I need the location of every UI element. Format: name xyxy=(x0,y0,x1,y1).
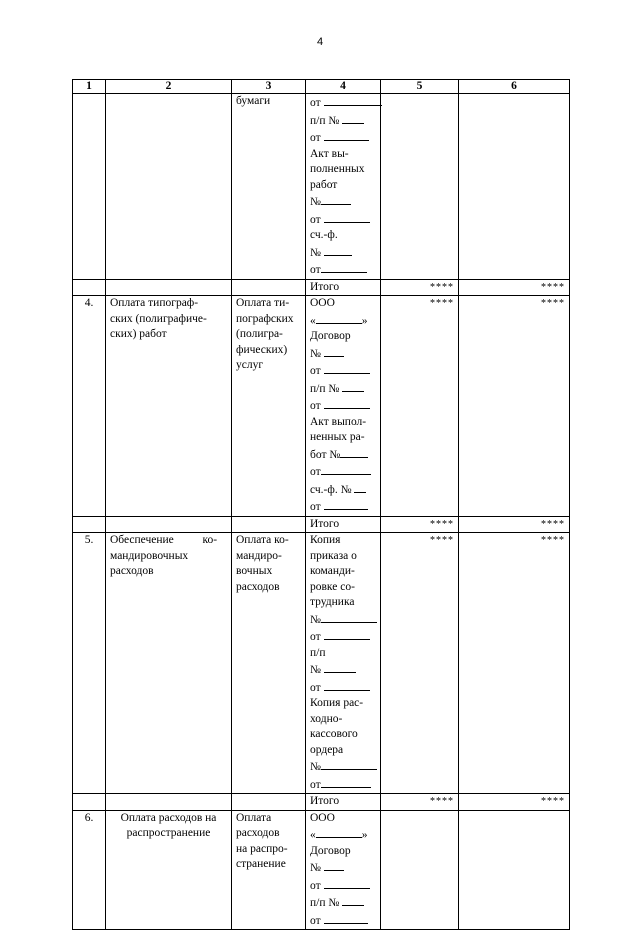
cell-empty xyxy=(106,279,232,296)
document-text: № xyxy=(310,196,321,208)
fill-in-blank xyxy=(342,380,364,392)
amount-col5 xyxy=(381,94,459,280)
document-text: Договор xyxy=(310,330,351,342)
fill-in-blank xyxy=(340,446,368,458)
expense-item-name xyxy=(106,296,232,517)
document-line xyxy=(310,312,376,330)
document-line xyxy=(310,162,376,178)
document-line xyxy=(310,894,376,912)
cell-empty xyxy=(232,516,306,533)
text-line: Оплата xyxy=(236,811,272,824)
total-amount-col6: **** xyxy=(459,279,570,296)
supporting-documents xyxy=(306,810,381,930)
document-text: кассового xyxy=(310,728,358,740)
expense-kind xyxy=(232,810,306,930)
text-line: ских (полиграфиче- xyxy=(110,312,207,325)
document-line xyxy=(310,595,376,611)
document-text: ООО xyxy=(310,811,335,824)
document-text: « xyxy=(310,829,316,841)
expense-item-name xyxy=(106,533,232,794)
total-amount-col6: **** xyxy=(459,516,570,533)
document-line xyxy=(310,912,376,930)
document-line xyxy=(310,415,376,431)
document-text: полненных xyxy=(310,163,365,175)
document-text: от xyxy=(310,879,324,892)
text-line: мандиро- xyxy=(236,549,282,562)
document-line xyxy=(310,549,376,565)
fill-in-blank xyxy=(321,776,371,788)
document-text: Акт выпол- xyxy=(310,415,367,428)
document-line xyxy=(310,244,376,262)
document-line xyxy=(310,498,376,516)
text-line: странение xyxy=(236,858,286,870)
document-text: № xyxy=(310,862,324,874)
fill-in-blank xyxy=(324,397,370,409)
document-text: от xyxy=(310,466,321,478)
document-line xyxy=(310,481,376,499)
text-line: фических) xyxy=(236,343,288,356)
document-line xyxy=(310,193,376,211)
fill-in-blank xyxy=(324,244,352,256)
document-text: п/п xyxy=(310,646,326,659)
document-line xyxy=(310,296,376,312)
column-header: 5 xyxy=(381,80,459,94)
fill-in-blank xyxy=(324,498,368,510)
document-text: от xyxy=(310,213,324,226)
document-line xyxy=(310,679,376,697)
document-line xyxy=(310,696,376,712)
document-line xyxy=(310,758,376,776)
document-text: сч.-ф. xyxy=(310,229,338,241)
text-line: Оплата типограф- xyxy=(110,297,199,309)
document-line xyxy=(310,211,376,229)
text-line: распространение xyxy=(126,827,211,839)
fill-in-blank xyxy=(324,129,369,141)
document-text: № xyxy=(310,761,321,773)
document-line xyxy=(310,743,376,759)
document-line xyxy=(310,776,376,794)
document-line xyxy=(310,712,376,728)
fill-in-blank xyxy=(324,362,370,374)
document-text: ходно- xyxy=(310,712,343,725)
fill-in-blank xyxy=(321,463,371,475)
text-line: бумаги xyxy=(236,95,271,107)
document-line xyxy=(310,611,376,629)
cell-empty xyxy=(73,794,106,811)
document-line xyxy=(310,380,376,398)
document-text: Копия рас- xyxy=(310,697,364,709)
document-text: от xyxy=(310,264,321,276)
document-text: п/п № xyxy=(310,382,343,395)
fill-in-blank xyxy=(324,912,368,924)
document-line xyxy=(310,94,376,112)
amount-col6 xyxy=(459,810,570,930)
document-line xyxy=(310,112,376,130)
document-text: № xyxy=(310,347,324,360)
cell-empty xyxy=(232,794,306,811)
text-line: услуг xyxy=(236,359,264,371)
document-text: от xyxy=(310,778,321,791)
page-number: 4 xyxy=(316,36,324,48)
fill-in-blank xyxy=(321,261,367,273)
document-text: трудника xyxy=(310,596,355,608)
document-line xyxy=(310,228,376,244)
total-amount-col5: **** xyxy=(381,794,459,811)
document-line xyxy=(310,727,376,743)
document-text: от xyxy=(310,631,324,643)
fill-in-blank xyxy=(316,312,362,324)
document-text: № xyxy=(310,613,321,626)
table-row xyxy=(73,533,570,794)
column-header: 4 xyxy=(306,80,381,94)
document-line xyxy=(310,329,376,345)
document-text: от xyxy=(310,501,324,513)
header-row xyxy=(73,80,570,94)
document-line xyxy=(310,129,376,147)
fill-in-blank xyxy=(324,211,370,223)
text-line: расходов xyxy=(110,565,154,577)
text-line: ских) работ xyxy=(110,328,167,340)
document-line xyxy=(310,362,376,380)
document-line xyxy=(310,646,376,662)
table-row xyxy=(73,94,570,280)
document-line xyxy=(310,859,376,877)
document-text: от xyxy=(310,365,324,377)
document-line xyxy=(310,811,376,827)
document-text: № xyxy=(310,664,324,676)
document-text: от xyxy=(310,400,324,412)
text-line: Оплата ко- xyxy=(236,534,289,546)
document-line xyxy=(310,345,376,363)
fill-in-blank xyxy=(321,758,377,770)
amount-col6: **** xyxy=(459,533,570,794)
total-amount-col6: **** xyxy=(459,794,570,811)
document-text: от xyxy=(310,97,324,109)
text-line: вочных xyxy=(236,565,273,577)
table-row xyxy=(73,810,570,930)
expense-table xyxy=(72,79,570,930)
total-amount-col5: **** xyxy=(381,279,459,296)
text-line: Оплата ти- xyxy=(236,297,290,309)
amount-col6: **** xyxy=(459,296,570,517)
fill-in-blank xyxy=(324,661,356,673)
fill-in-blank xyxy=(324,628,370,640)
document-text: ненных ра- xyxy=(310,431,365,443)
supporting-documents xyxy=(306,296,381,517)
fill-in-blank xyxy=(354,481,366,493)
fill-in-blank xyxy=(324,859,344,871)
text-line: Обеспечение ко- xyxy=(110,534,218,546)
document-line xyxy=(310,877,376,895)
document-line xyxy=(310,397,376,415)
cell-empty xyxy=(73,516,106,533)
total-label: Итого xyxy=(306,794,381,811)
text-line: Оплата расходов на xyxy=(120,811,217,824)
document-text: команди- xyxy=(310,565,355,577)
supporting-documents xyxy=(306,94,381,280)
column-header: 6 xyxy=(459,80,570,94)
document-text: п/п № xyxy=(310,897,343,909)
row-number: 6. xyxy=(73,810,106,930)
document-text: » xyxy=(361,829,368,841)
cell-empty xyxy=(106,794,232,811)
expense-item-name xyxy=(106,94,232,280)
cell-empty xyxy=(73,279,106,296)
document-line xyxy=(310,826,376,844)
fill-in-blank xyxy=(324,877,370,889)
document-line xyxy=(310,446,376,464)
total-row xyxy=(73,279,570,296)
amount-col6 xyxy=(459,94,570,280)
document-text: бот № xyxy=(310,448,341,461)
document-text: ООО xyxy=(310,297,335,309)
document-text: » xyxy=(361,314,368,327)
expense-kind xyxy=(232,533,306,794)
document-text: № xyxy=(310,246,324,259)
document-line xyxy=(310,533,376,549)
text-line: расходов xyxy=(236,580,280,593)
total-row xyxy=(73,516,570,533)
document-line xyxy=(310,178,376,194)
expense-item-name xyxy=(106,810,232,930)
document-text: Акт вы- xyxy=(310,147,349,160)
cell-empty xyxy=(232,279,306,296)
document-text: от xyxy=(310,132,324,144)
document-line xyxy=(310,463,376,481)
document-text: ровке со- xyxy=(310,580,355,593)
cell-empty xyxy=(106,516,232,533)
fill-in-blank xyxy=(316,826,362,838)
amount-col5 xyxy=(381,810,459,930)
document-text: « xyxy=(310,314,316,327)
text-line: на распро- xyxy=(236,842,288,855)
document-text: работ xyxy=(310,178,338,191)
document-line xyxy=(310,261,376,279)
total-amount-col5: **** xyxy=(381,516,459,533)
table-body xyxy=(73,94,570,930)
document-text: п/п № xyxy=(310,114,343,127)
document-text: Договор xyxy=(310,844,351,857)
fill-in-blank xyxy=(321,193,351,205)
document-text: приказа о xyxy=(310,549,357,562)
table-row xyxy=(73,296,570,517)
expense-kind xyxy=(232,296,306,517)
supporting-documents xyxy=(306,533,381,794)
document-line xyxy=(310,147,376,163)
total-label: Итого xyxy=(306,516,381,533)
column-header: 1 xyxy=(73,80,106,94)
document-text: от xyxy=(310,914,324,927)
document-text: Копия xyxy=(310,534,341,546)
document-line xyxy=(310,661,376,679)
fill-in-blank xyxy=(342,894,364,906)
text-line: пографских xyxy=(236,312,294,325)
fill-in-blank xyxy=(324,345,344,357)
row-number xyxy=(73,94,106,280)
amount-col5: **** xyxy=(381,296,459,517)
column-header: 3 xyxy=(232,80,306,94)
document-text: ордера xyxy=(310,743,344,756)
text-line: (полигра- xyxy=(236,328,283,340)
total-row xyxy=(73,794,570,811)
fill-in-blank xyxy=(324,679,370,691)
expense-kind xyxy=(232,94,306,280)
column-header: 2 xyxy=(106,80,232,94)
document-text: сч.-ф. № xyxy=(310,483,355,496)
fill-in-blank xyxy=(324,94,382,106)
document-line xyxy=(310,580,376,596)
amount-col5: **** xyxy=(381,533,459,794)
row-number: 5. xyxy=(73,533,106,794)
row-number: 4. xyxy=(73,296,106,517)
fill-in-blank xyxy=(321,611,377,623)
text-line: мандировочных xyxy=(110,549,189,562)
total-label: Итого xyxy=(306,279,381,296)
document-line xyxy=(310,628,376,646)
document-line xyxy=(310,430,376,446)
fill-in-blank xyxy=(342,112,364,124)
document-text: от xyxy=(310,681,324,694)
text-line: расходов xyxy=(236,827,280,839)
document-line xyxy=(310,844,376,860)
document-line xyxy=(310,564,376,580)
